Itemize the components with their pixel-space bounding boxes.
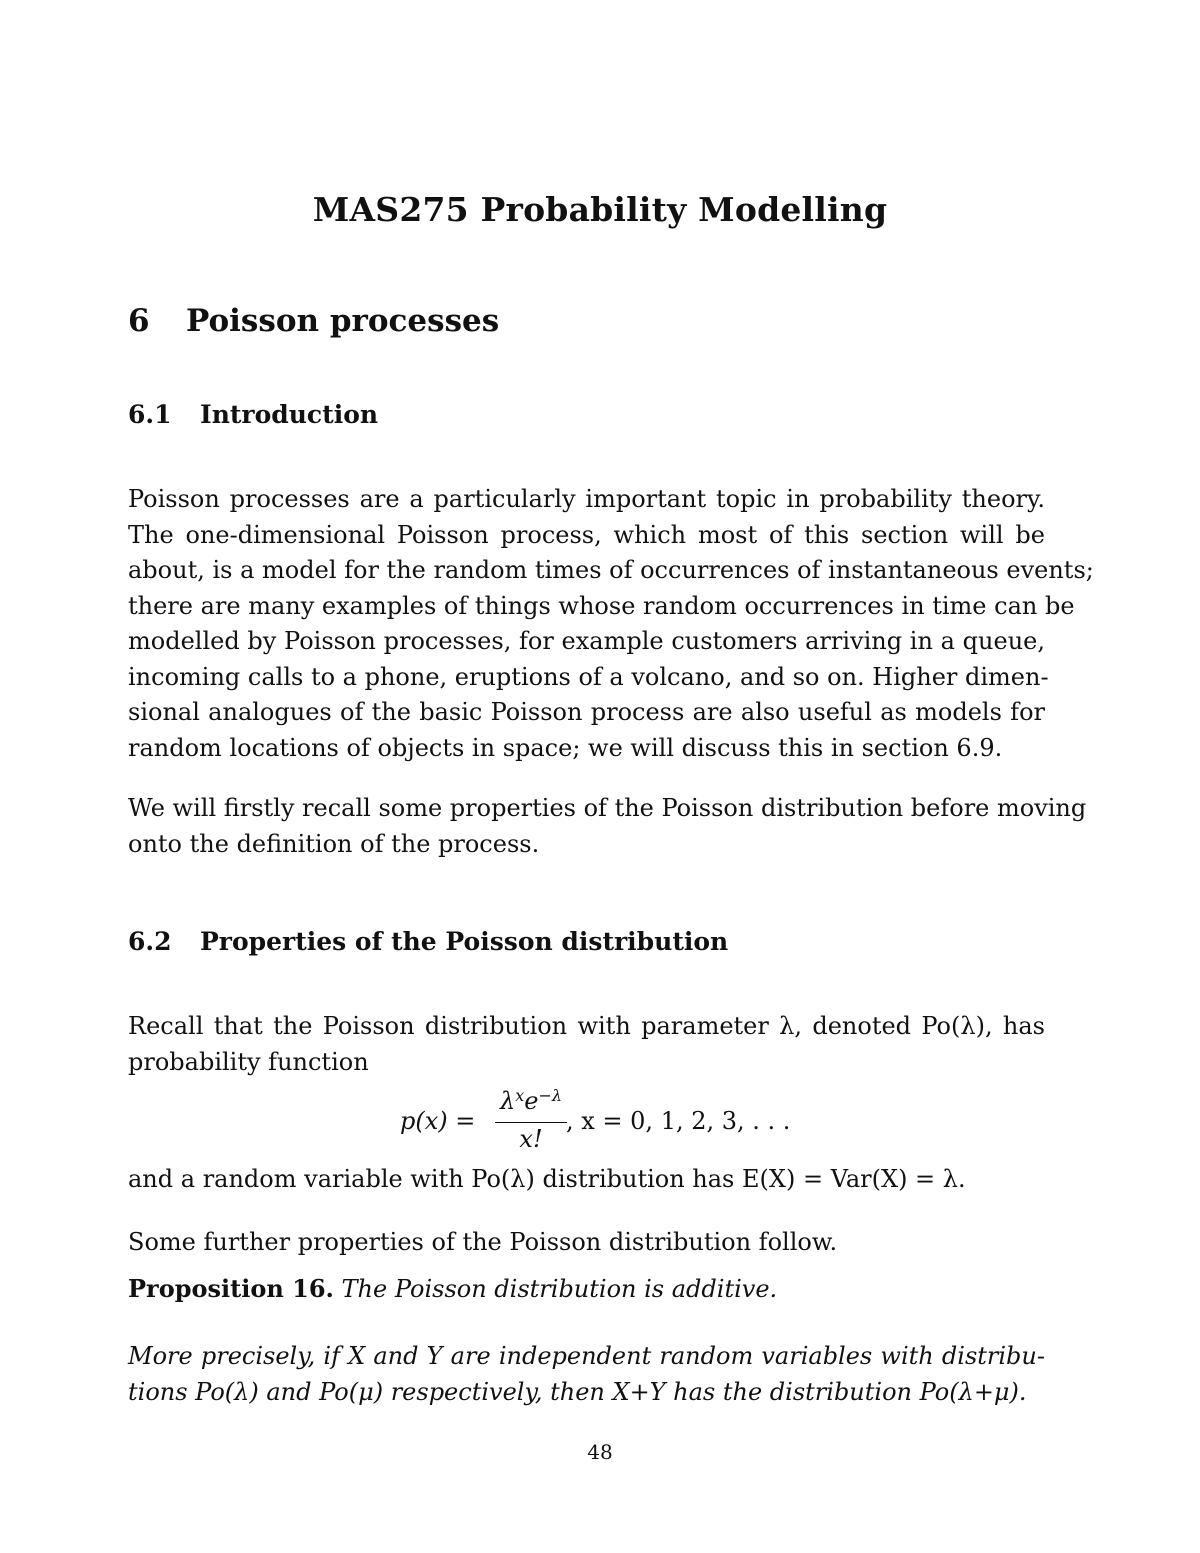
formula-numerator: $\lambda^xe^{-\lambda}$ bbox=[500, 1086, 562, 1115]
text-line: random locations of objects in space; we will discuss this in section 6.9. bbox=[128, 733, 1003, 762]
text-line: modelled by Poisson processes, for example customers arriving in a queue, bbox=[128, 627, 1045, 655]
text-line: tions Po(λ) and Po(μ) respectively, then X+Y has the distribution Po(λ+μ). bbox=[128, 1377, 1027, 1406]
formula-denominator: x! bbox=[519, 1125, 543, 1153]
poisson-pmf-formula bbox=[0, 1085, 1200, 1165]
text-line: Poisson processes are a particularly important topic in probability theory. bbox=[128, 485, 1045, 513]
text-line: The one-dimensional Poisson process, which most of this section will be bbox=[128, 520, 1045, 549]
formula-rhs: , x = 0, 1, 2, 3, . . . bbox=[566, 1107, 791, 1135]
text-line: about, is a model for the random times of occurrences of instantaneous events; bbox=[128, 556, 1094, 584]
section-heading bbox=[128, 303, 499, 339]
subsection-title: Properties of the Poisson distribution bbox=[200, 927, 729, 956]
text-line: More precisely, if X and Y are independent random variables with distribu- bbox=[128, 1342, 1045, 1370]
text-line: there are many examples of things whose random occurrences in time can be bbox=[128, 591, 1075, 620]
further-properties-line: Some further properties of the Poisson distribution follow. bbox=[128, 1228, 838, 1256]
proposition-label: Proposition 16. bbox=[128, 1274, 334, 1303]
intro-paragraph bbox=[128, 482, 1094, 766]
formula-lhs: p(x) = bbox=[400, 1107, 476, 1135]
moments-line: and a random variable with Po(λ) distribution has E(X) = Var(X) = λ. bbox=[128, 1165, 966, 1193]
subsection-number: 6.2 bbox=[128, 927, 172, 956]
subsection-number: 6.1 bbox=[128, 400, 172, 429]
section-title: Poisson processes bbox=[186, 303, 500, 339]
recall-paragraph bbox=[128, 791, 1087, 862]
section-number: 6 bbox=[128, 303, 150, 339]
text-line: probability function bbox=[128, 1047, 369, 1076]
text-line: Recall that the Poisson distribution with parameter λ, denoted Po(λ), has bbox=[128, 1012, 1045, 1040]
text-line: We will firstly recall some properties of the Poisson distribution before moving bbox=[128, 794, 1087, 822]
proposition-statement: The Poisson distribution is additive. bbox=[341, 1275, 778, 1303]
fraction-bar bbox=[495, 1122, 567, 1123]
proposition-16 bbox=[128, 1274, 777, 1303]
page-number: 48 bbox=[587, 1440, 613, 1464]
subsection-title: Introduction bbox=[200, 400, 379, 429]
text-line: sional analogues of the basic Poisson process are also useful as models for bbox=[128, 698, 1045, 726]
document-title: MAS275 Probability Modelling bbox=[312, 190, 888, 229]
probability-function-paragraph bbox=[128, 1009, 1045, 1080]
proposition-detail-paragraph bbox=[128, 1339, 1045, 1410]
text-line: onto the definition of the process. bbox=[128, 829, 540, 858]
subsection-heading-properties bbox=[128, 927, 728, 956]
subsection-heading-introduction bbox=[128, 400, 378, 429]
text-line: incoming calls to a phone, eruptions of a volcano, and so on. Higher dimen- bbox=[128, 662, 1049, 691]
